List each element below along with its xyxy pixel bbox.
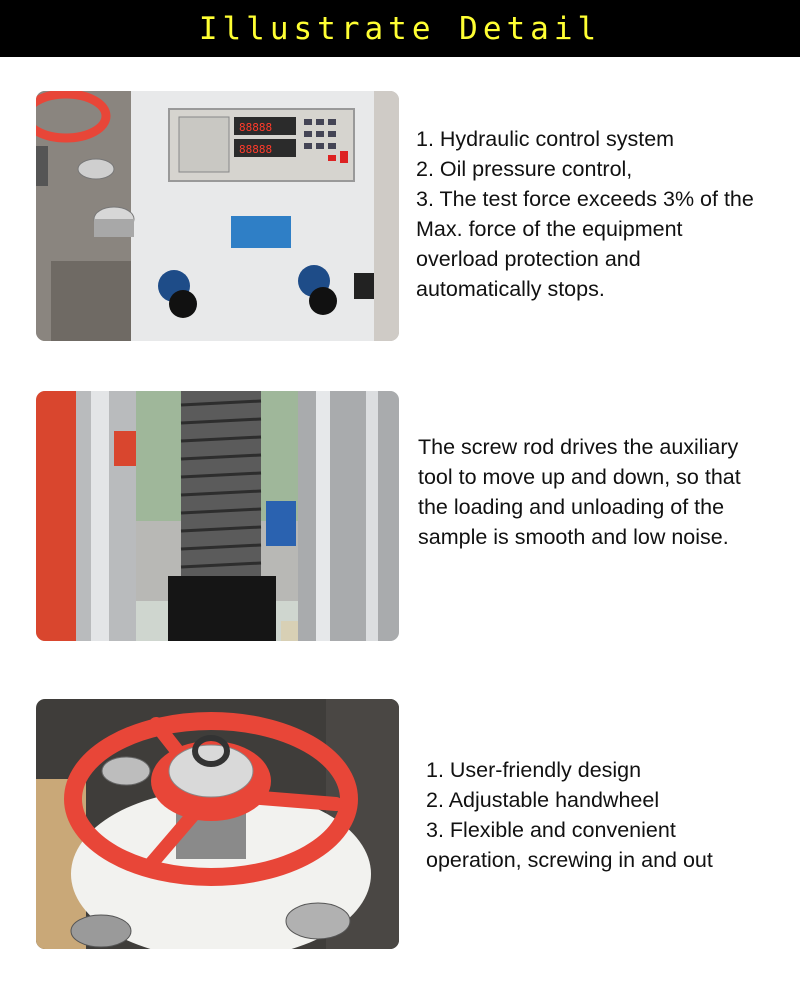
handwheel-photo — [36, 699, 399, 949]
screw-rod-photo — [36, 391, 399, 641]
caption-line: 1. Hydraulic control system — [416, 127, 675, 151]
caption-handwheel — [426, 755, 713, 875]
svg-text:88888: 88888 — [239, 143, 273, 156]
caption-line: the loading and unloading of the — [418, 495, 725, 519]
caption-line: tool to move up and down, so that — [418, 465, 741, 489]
caption-line: Max. force of the equipment — [416, 217, 683, 241]
caption-line: 3. The test force exceeds 3% of the — [416, 187, 754, 211]
caption-line: overload protection and — [416, 247, 641, 271]
header-banner — [0, 0, 800, 57]
caption-line: The screw rod drives the auxiliary — [418, 435, 739, 459]
svg-text:88888: 88888 — [239, 121, 273, 134]
caption-line: automatically stops. — [416, 277, 605, 301]
caption-line: 1. User-friendly design — [426, 758, 642, 782]
caption-hydraulic-control — [416, 124, 754, 304]
caption-line: 2. Adjustable handwheel — [426, 788, 660, 812]
caption-line: sample is smooth and low noise. — [418, 525, 729, 549]
caption-line: 3. Flexible and convenient — [426, 818, 676, 842]
caption-line: 2. Oil pressure control, — [416, 157, 633, 181]
caption-line: operation, screwing in and out — [426, 848, 713, 872]
hydraulic-control-panel-photo — [36, 91, 399, 341]
page-title: Illustrate Detail — [198, 10, 602, 47]
caption-screw-rod — [418, 432, 741, 552]
